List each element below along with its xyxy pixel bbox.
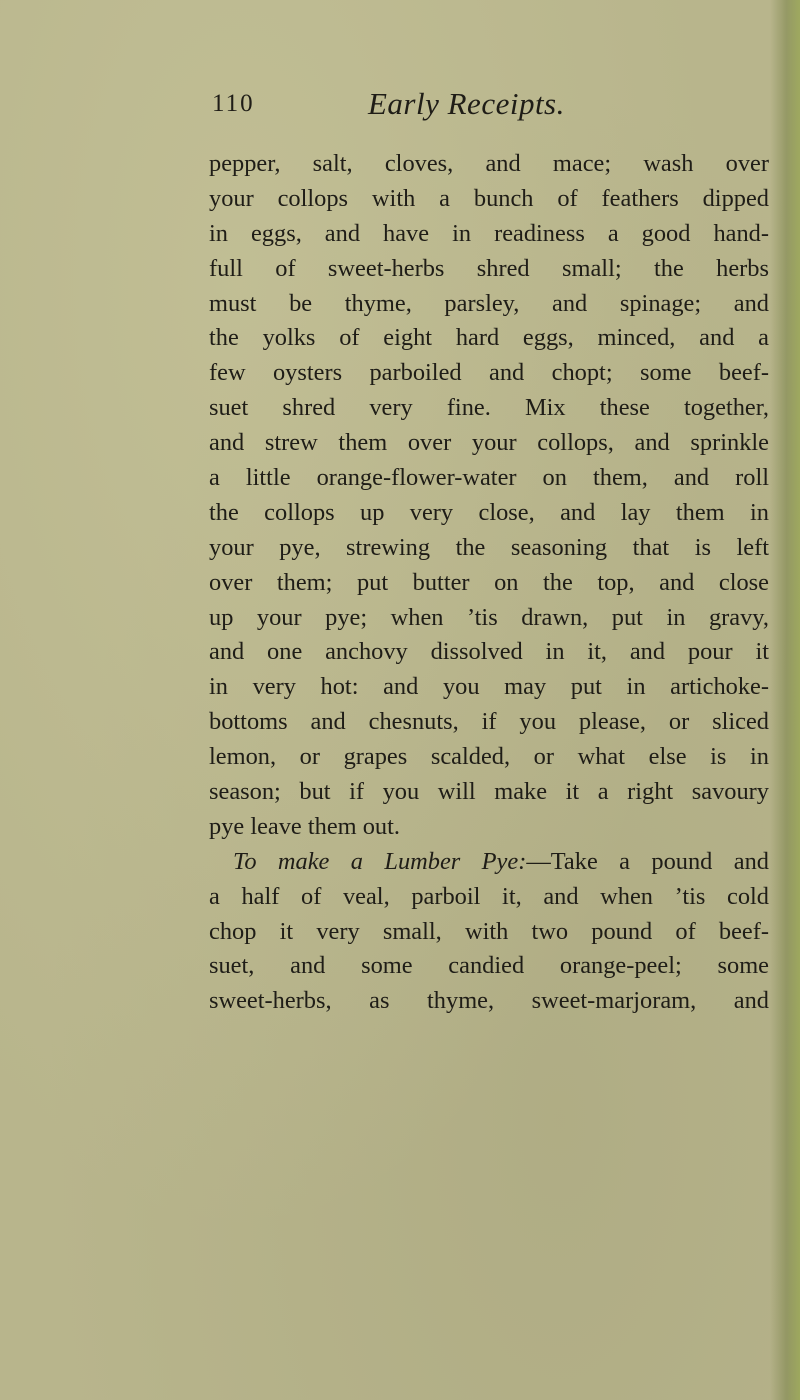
text-line: your pye, strewing the seasoning that is left — [209, 533, 769, 561]
text-line: pepper, salt, cloves, and mace; wash over — [209, 150, 769, 177]
text-line: a half of veal, parboil it, and when ’tis cold — [209, 882, 769, 910]
recipe-heading-line — [209, 845, 769, 880]
text-line: sweet-herbs, as thyme, sweet-marjoram, and — [209, 987, 769, 1015]
page-edge-shadow — [770, 0, 800, 1400]
text-line: in eggs, and have in readiness a good hand- — [209, 219, 769, 247]
text-line: lemon, or grapes scalded, or what else is in — [209, 743, 769, 771]
text-line: full of sweet-herbs shred small; the herbs — [209, 254, 769, 282]
page-number: 110 — [212, 90, 255, 117]
text-line: must be thyme, parsley, and spinage; and — [209, 289, 769, 317]
text-line: up your pye; when ’tis drawn, put in gravy, — [209, 603, 769, 631]
text-line: the collops up very close, and lay them in — [209, 498, 769, 526]
text-line: over them; put butter on the top, and close — [209, 568, 769, 596]
text-line: few oysters parboiled and chopt; some beef- — [209, 359, 769, 387]
text-line: in very hot: and you may put in artichoke- — [209, 673, 769, 701]
text-line: pye leave them out. — [209, 812, 400, 840]
running-title: Early Receipts. — [368, 86, 565, 121]
text-line: and one anchovy dissolved in it, and pour it — [209, 638, 769, 666]
text-line: and strew them over your collops, and sprinkle — [209, 429, 769, 457]
text-line: season; but if you will make it a right savoury — [209, 778, 769, 806]
page-header — [0, 86, 800, 126]
text-line: a little orange-flower-water on them, and roll — [209, 464, 769, 492]
body-text — [209, 147, 769, 1019]
text-line: suet shred very fine. Mix these together, — [209, 394, 769, 422]
text-line: chop it very small, with two pound of beef- — [209, 917, 769, 945]
text-line: the yolks of eight hard eggs, minced, and a — [209, 324, 769, 352]
recipe-heading-rest: —Take a pound and — [526, 847, 769, 875]
recipe-heading: To make a Lumber Pye: — [233, 847, 527, 875]
text-line: your collops with a bunch of feathers dipped — [209, 184, 769, 212]
text-line: bottoms and chesnuts, if you please, or sliced — [209, 708, 769, 736]
text-line: suet, and some candied orange-peel; some — [209, 952, 769, 980]
